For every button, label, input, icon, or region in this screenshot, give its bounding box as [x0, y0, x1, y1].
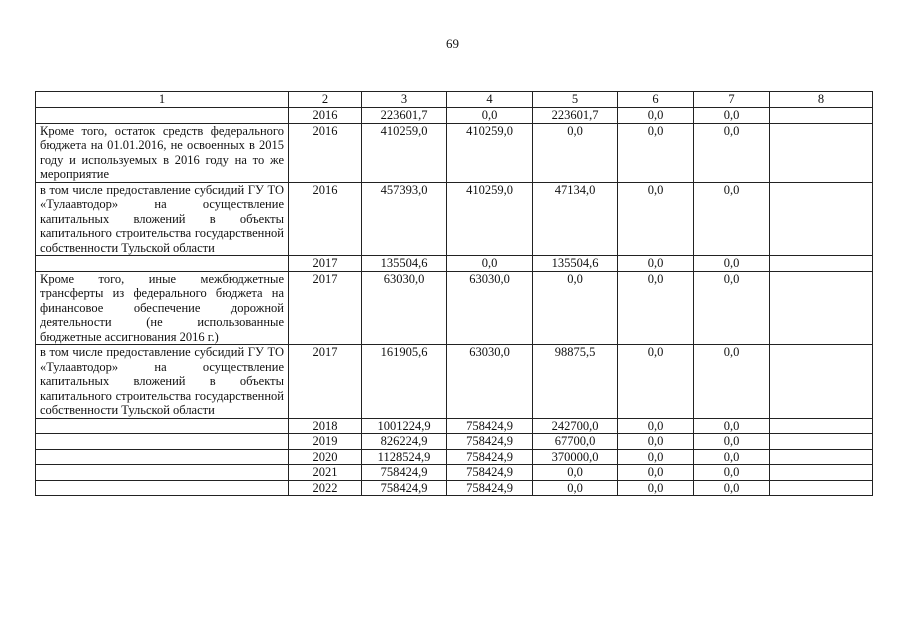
value-cell-4: 758424,9: [447, 449, 533, 465]
description-cell: [36, 434, 289, 450]
header-cell: 7: [694, 92, 770, 108]
value-cell-7: 0,0: [694, 108, 770, 124]
header-cell: 5: [533, 92, 618, 108]
table-row: [36, 123, 873, 182]
value-cell-5: 135504,6: [533, 256, 618, 272]
value-cell-4: 63030,0: [447, 345, 533, 419]
year-cell: 2016: [289, 182, 362, 256]
value-cell-8: [770, 271, 873, 345]
value-cell-7: 0,0: [694, 418, 770, 434]
description-cell: Кроме того, иные межбюджетные трансферты из федерального бюджета на финансовое обеспечение дорожной деятельности (не использованные бюджетные ассигнования 2016 г.): [36, 271, 289, 345]
value-cell-3: 758424,9: [362, 480, 447, 496]
value-cell-8: [770, 418, 873, 434]
value-cell-7: 0,0: [694, 123, 770, 182]
value-cell-8: [770, 480, 873, 496]
header-cell: 2: [289, 92, 362, 108]
value-cell-7: 0,0: [694, 256, 770, 272]
year-cell: 2021: [289, 465, 362, 481]
value-cell-4: 758424,9: [447, 480, 533, 496]
value-cell-6: 0,0: [618, 345, 694, 419]
value-cell-5: 98875,5: [533, 345, 618, 419]
description-cell: [36, 418, 289, 434]
value-cell-3: 135504,6: [362, 256, 447, 272]
value-cell-3: 758424,9: [362, 465, 447, 481]
value-cell-3: 826224,9: [362, 434, 447, 450]
value-cell-7: 0,0: [694, 480, 770, 496]
value-cell-8: [770, 434, 873, 450]
description-cell: [36, 256, 289, 272]
value-cell-5: 223601,7: [533, 108, 618, 124]
year-cell: 2019: [289, 434, 362, 450]
value-cell-6: 0,0: [618, 480, 694, 496]
value-cell-5: 0,0: [533, 480, 618, 496]
value-cell-6: 0,0: [618, 256, 694, 272]
value-cell-7: 0,0: [694, 465, 770, 481]
value-cell-7: 0,0: [694, 345, 770, 419]
value-cell-6: 0,0: [618, 434, 694, 450]
value-cell-8: [770, 256, 873, 272]
value-cell-4: 0,0: [447, 256, 533, 272]
table-header-row: [36, 92, 873, 108]
value-cell-4: 410259,0: [447, 123, 533, 182]
value-cell-6: 0,0: [618, 108, 694, 124]
value-cell-8: [770, 182, 873, 256]
value-cell-4: 0,0: [447, 108, 533, 124]
value-cell-4: 410259,0: [447, 182, 533, 256]
value-cell-8: [770, 123, 873, 182]
description-cell: Кроме того, остаток средств федерального бюджета на 01.01.2016, не освоенных в 2015 году и используемых в 2016 году на то же мероприятие: [36, 123, 289, 182]
value-cell-3: 63030,0: [362, 271, 447, 345]
value-cell-5: 67700,0: [533, 434, 618, 450]
value-cell-3: 161905,6: [362, 345, 447, 419]
value-cell-4: 758424,9: [447, 434, 533, 450]
value-cell-4: 758424,9: [447, 418, 533, 434]
budget-table: [35, 91, 873, 496]
value-cell-5: 0,0: [533, 271, 618, 345]
year-cell: 2022: [289, 480, 362, 496]
value-cell-7: 0,0: [694, 449, 770, 465]
value-cell-3: 457393,0: [362, 182, 447, 256]
value-cell-6: 0,0: [618, 418, 694, 434]
value-cell-3: 223601,7: [362, 108, 447, 124]
header-cell: 6: [618, 92, 694, 108]
value-cell-5: 0,0: [533, 465, 618, 481]
value-cell-8: [770, 465, 873, 481]
header-cell: 3: [362, 92, 447, 108]
description-cell: в том числе предоставление субсидий ГУ ТО «Тулаавтодор» на осуществление капитальных вложений в объекты капитального строительства государственной собственности Тульской области: [36, 345, 289, 419]
table-row: [36, 108, 873, 124]
value-cell-7: 0,0: [694, 434, 770, 450]
year-cell: 2016: [289, 123, 362, 182]
value-cell-8: [770, 108, 873, 124]
year-cell: 2020: [289, 449, 362, 465]
description-cell: [36, 465, 289, 481]
year-cell: 2017: [289, 271, 362, 345]
table-row: [36, 345, 873, 419]
value-cell-4: 758424,9: [447, 465, 533, 481]
table-row: [36, 271, 873, 345]
year-cell: 2017: [289, 345, 362, 419]
table-row: [36, 480, 873, 496]
value-cell-6: 0,0: [618, 271, 694, 345]
value-cell-6: 0,0: [618, 182, 694, 256]
table-row: [36, 449, 873, 465]
header-cell: 1: [36, 92, 289, 108]
value-cell-5: 0,0: [533, 123, 618, 182]
header-cell: 8: [770, 92, 873, 108]
value-cell-5: 47134,0: [533, 182, 618, 256]
value-cell-6: 0,0: [618, 465, 694, 481]
table-row: [36, 434, 873, 450]
value-cell-8: [770, 345, 873, 419]
value-cell-8: [770, 449, 873, 465]
value-cell-6: 0,0: [618, 449, 694, 465]
header-cell: 4: [447, 92, 533, 108]
description-cell: [36, 449, 289, 465]
table-row: [36, 256, 873, 272]
year-cell: 2017: [289, 256, 362, 272]
description-cell: в том числе предоставление субсидий ГУ ТО «Тулаавтодор» на осуществление капитальных вложений в объекты капитального строительства государственной собственности Тульской области: [36, 182, 289, 256]
value-cell-3: 1001224,9: [362, 418, 447, 434]
table-row: [36, 465, 873, 481]
value-cell-7: 0,0: [694, 271, 770, 345]
table-row: [36, 182, 873, 256]
table-row: [36, 418, 873, 434]
description-cell: [36, 480, 289, 496]
value-cell-4: 63030,0: [447, 271, 533, 345]
value-cell-5: 370000,0: [533, 449, 618, 465]
value-cell-5: 242700,0: [533, 418, 618, 434]
page-number: 69: [446, 36, 459, 51]
value-cell-7: 0,0: [694, 182, 770, 256]
year-cell: 2016: [289, 108, 362, 124]
value-cell-6: 0,0: [618, 123, 694, 182]
value-cell-3: 410259,0: [362, 123, 447, 182]
year-cell: 2018: [289, 418, 362, 434]
value-cell-3: 1128524,9: [362, 449, 447, 465]
description-cell: [36, 108, 289, 124]
